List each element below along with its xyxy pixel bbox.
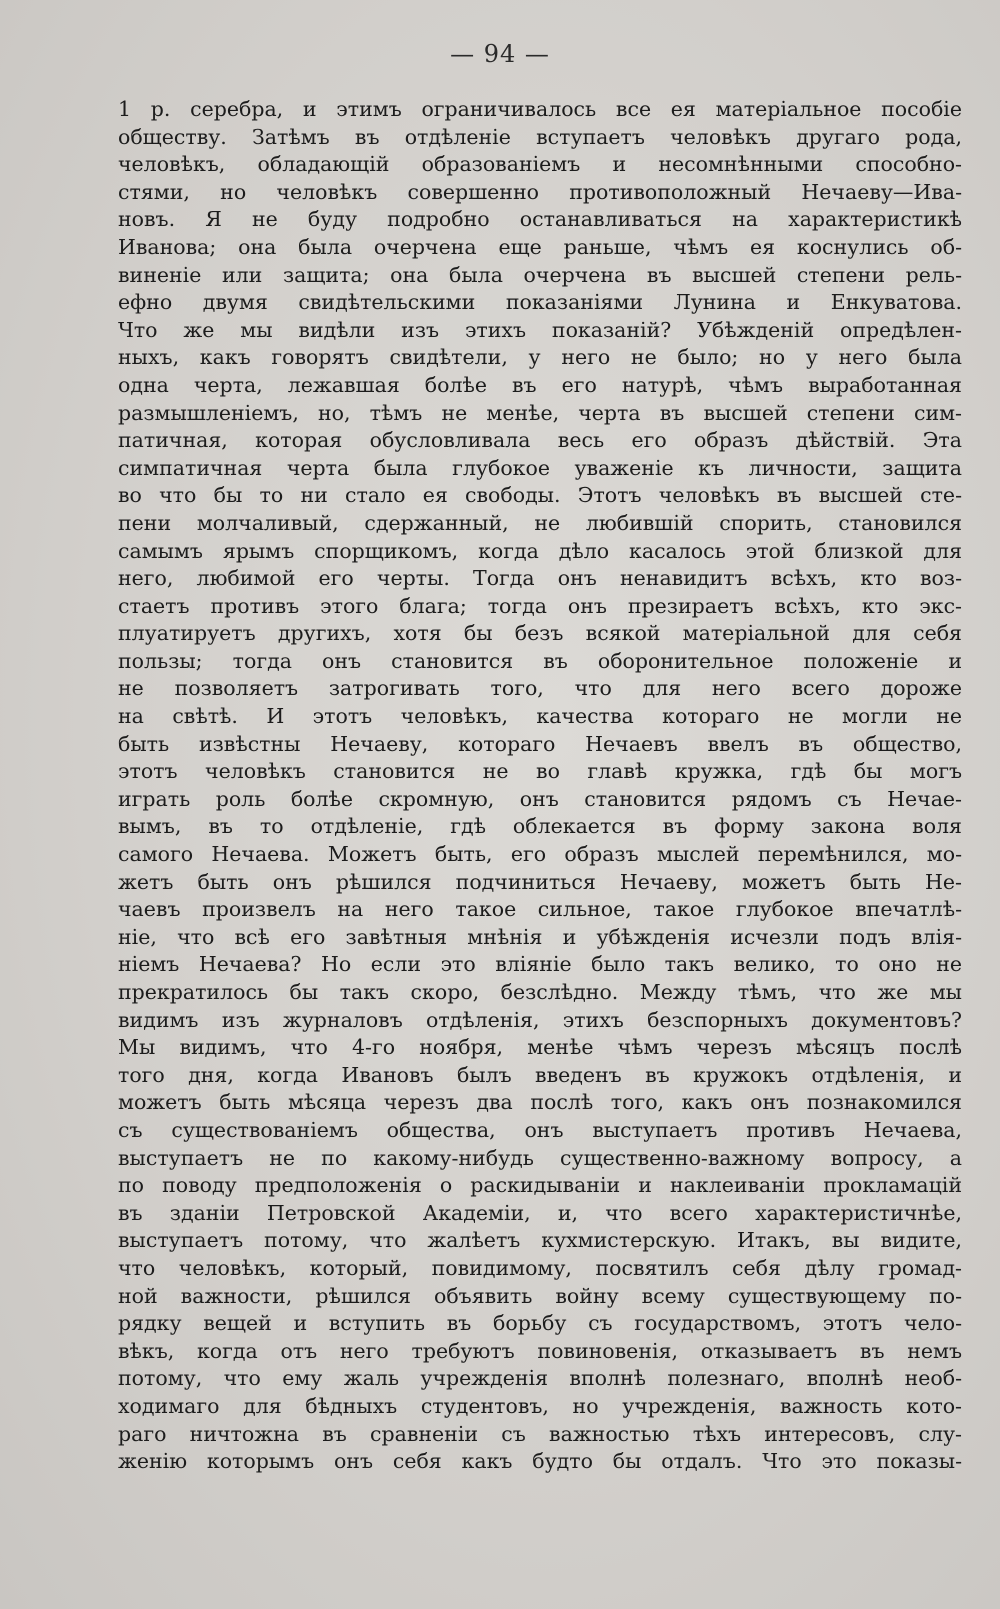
text-line: не позволяетъ затрогивать того, что для него всего дороже (118, 676, 962, 701)
text-line: него, любимой его черты. Тогда онъ ненавидитъ всѣхъ, кто воз- (118, 566, 962, 591)
text-line: раго ничтожна въ сравненіи съ важностью тѣхъ интересовъ, слу- (118, 1421, 962, 1446)
text-line: стаетъ противъ этого блага; тогда онъ презираетъ всѣхъ, кто экс- (118, 593, 962, 618)
text-line: пени молчаливый, сдержанный, не любившій спорить, становился (118, 510, 962, 535)
text-line: можетъ быть мѣсяца черезъ два послѣ того, какъ онъ познакомился (118, 1090, 962, 1115)
text-line: прекратилось бы такъ скоро, безслѣдно. Между тѣмъ, что же мы (118, 980, 962, 1004)
text-line: ной важности, рѣшился объявить войну всему существующему по- (118, 1283, 962, 1308)
text-line: самымъ ярымъ спорщикомъ, когда дѣло касалось этой близкой для (118, 538, 962, 563)
text-line: ніемъ Нечаева? Но если это вліяніе было такъ велико, то оно не (118, 952, 962, 977)
text-line: играть роль болѣе скромную, онъ становится рядомъ съ Нечае- (118, 786, 962, 811)
text-line: на свѣтѣ. И этотъ человѣкъ, качества котораго не могли не (118, 704, 962, 729)
text-line: съ существованіемъ общества, онъ выступаетъ противъ Нечаева, (118, 1117, 962, 1142)
text-line: по поводу предположенія о раскидываніи и наклеиваніи прокламацій (118, 1173, 962, 1198)
text-line: ходимаго для бѣдныхъ студентовъ, но учрежденія, важность кото- (118, 1393, 962, 1418)
text-line: размышленіемъ, но, тѣмъ не менѣе, черта въ высшей степени сим- (118, 400, 962, 425)
text-line: потому, что ему жаль учрежденія вполнѣ полезнаго, вполнѣ необ- (118, 1366, 962, 1391)
text-line: 1 р. серебра, и этимъ ограничивалось все ея матеріальное пособіе (118, 97, 962, 121)
text-line: быть извѣстны Нечаеву, котораго Нечаевъ ввелъ въ общество, (118, 731, 962, 756)
text-line: стями, но человѣкъ совершенно противоположный Нечаеву—Ива- (118, 179, 962, 204)
text-line: выступаетъ не по какому-нибудь существенно-важному вопросу, а (118, 1145, 962, 1170)
body-text (118, 96, 962, 1476)
text-line: вымъ, въ то отдѣленіе, гдѣ облекается въ форму закона воля (118, 814, 962, 839)
text-line: обществу. Затѣмъ въ отдѣленіе вступаетъ человѣкъ другаго рода, (118, 124, 962, 149)
text-line: видимъ изъ журналовъ отдѣленія, этихъ безспорныхъ документовъ? (118, 1007, 962, 1032)
text-line: симпатичная черта была глубокое уваженіе къ личности, защита (118, 455, 962, 480)
text-line: самого Нечаева. Можетъ быть, его образъ мыслей перемѣнился, мо- (118, 842, 962, 867)
text-line: виненіе или защита; она была очерчена въ высшей степени рель- (118, 262, 962, 287)
text-line: чаевъ произвелъ на него такое сильное, такое глубокое впечатлѣ- (118, 897, 962, 922)
text-line: ефно двумя свидѣтельскими показаніями Лунина и Енкуватова. (118, 290, 962, 315)
text-line: новъ. Я не буду подробно останавливаться на характеристикѣ (118, 207, 962, 232)
text-line: рядку вещей и вступить въ борьбу съ государствомъ, этотъ чело- (118, 1311, 962, 1336)
text-line: Мы видимъ, что 4-го ноября, менѣе чѣмъ черезъ мѣсяцъ послѣ (118, 1035, 962, 1060)
text-line: жетъ быть онъ рѣшился подчиниться Нечаеву, можетъ быть Не- (118, 869, 962, 894)
text-line: Что же мы видѣли изъ этихъ показаній? Убѣжденій опредѣлен- (118, 317, 962, 342)
text-line: ныхъ, какъ говорятъ свидѣтели, у него не было; но у него была (118, 345, 962, 370)
text-line: пользы; тогда онъ становится въ оборонительное положеніе и (118, 648, 962, 673)
text-line: плуатируетъ другихъ, хотя бы безъ всякой матеріальной для себя (118, 621, 962, 646)
text-line: во что бы то ни стало ея свободы. Этотъ человѣкъ въ высшей сте- (118, 483, 962, 508)
text-line: женію которымъ онъ себя какъ будто бы отдалъ. Что это показы- (118, 1449, 962, 1474)
text-line: вѣкъ, когда отъ него требуютъ повиновенія, отказываетъ въ немъ (118, 1338, 962, 1363)
text-line: одна черта, лежавшая болѣе въ его натурѣ, чѣмъ выработанная (118, 372, 962, 397)
text-line: этотъ человѣкъ становится не во главѣ кружка, гдѣ бы могъ (118, 759, 962, 784)
text-line: ніе, что всѣ его завѣтныя мнѣнія и убѣжденія исчезли подъ влія- (118, 924, 962, 949)
text-line: человѣкъ, обладающій образованіемъ и несомнѣнными способно- (118, 152, 962, 177)
page-number: — 94 — (450, 40, 550, 68)
text-line: Иванова; она была очерчена еще раньше, чѣмъ ея коснулись об- (118, 234, 962, 259)
text-line: патичная, которая обусловливала весь его образъ дѣйствій. Эта (118, 428, 962, 453)
text-line: въ зданіи Петровской Академіи, и, что всего характеристичнѣе, (118, 1200, 962, 1225)
text-line: что человѣкъ, который, повидимому, посвятилъ себя дѣлу громад- (118, 1255, 962, 1280)
text-line: выступаетъ потому, что жалѣетъ кухмистерскую. Итакъ, вы видите, (118, 1228, 962, 1253)
text-line: того дня, когда Ивановъ былъ введенъ въ кружокъ отдѣленія, и (118, 1062, 962, 1087)
